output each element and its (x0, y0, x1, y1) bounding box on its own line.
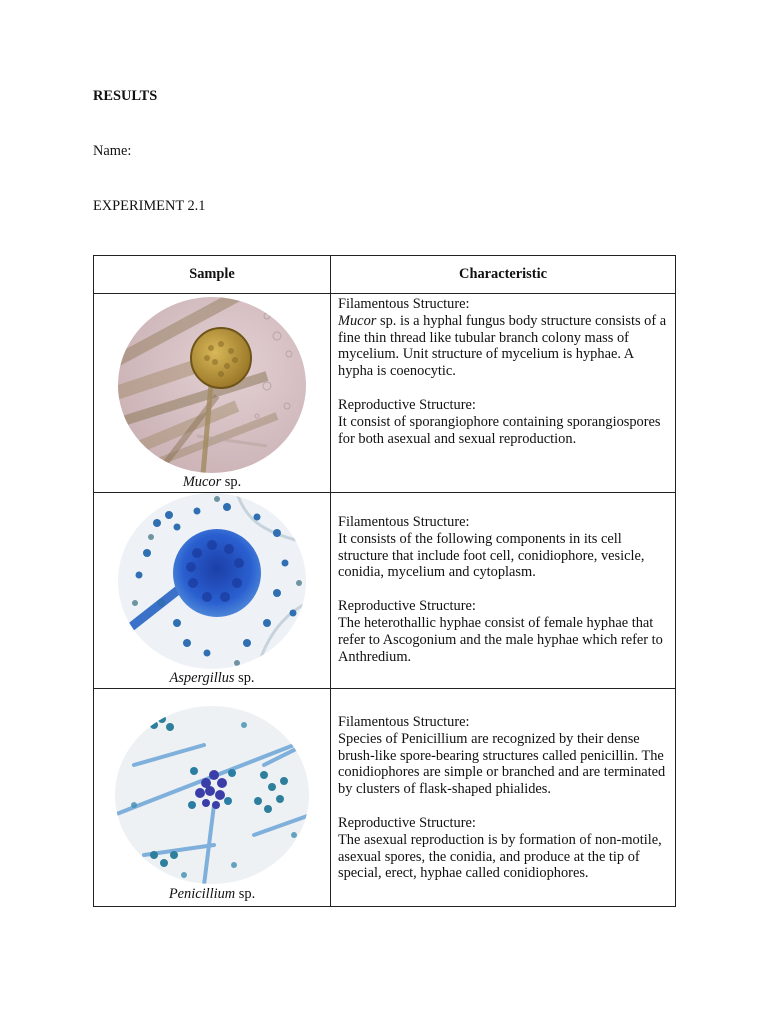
mucor-micrograph-image (117, 296, 307, 474)
results-heading: RESULTS (93, 88, 158, 104)
reproductive-text: The heterothallic hyphae consist of female hyphae that refer to Ascogonium and the male hyphae which refer to Anthredium. (338, 614, 663, 665)
caption-genus: Mucor (182, 474, 222, 490)
filamentous-text: It consists of the following components in its cell structure that include foot cell, conidiophore, vesicle, conidia, mycelium and cytoplasm. (338, 530, 645, 581)
filamentous-text: Species of Penicillium are recognized by their dense brush-like spore-bearing structures called penicillin. The conidiophores are simple or branched and are terminated by clusters of flask-shaped phialides. (338, 730, 666, 798)
reproductive-text: The asexual reproduction is by formation of non-motile, asexual spores, the conidia, and produce at the tip of special, erect, hyphae called conidiophores. (338, 831, 662, 882)
filamentous-label: Filamentous Structure: (338, 714, 470, 730)
experiment-label: EXPERIMENT 2.1 (93, 198, 206, 214)
sample-cell-mucor (94, 294, 331, 493)
filamentous-body: sp. is a hyphal fungus body structure consists of a fine thin thread like tubular branch colony mass of mycelium. Unit structure of mycelium is hyphae. A hypha is coenocytic. (338, 312, 667, 380)
table-row-penicillium (94, 689, 676, 907)
reproductive-text: It consist of sporangiophore containing sporangiospores for both asexual and sexual reproduction. (338, 413, 661, 447)
caption-penicillium (94, 885, 330, 904)
sample-cell-penicillium (94, 689, 331, 907)
name-label: Name: (93, 143, 132, 159)
characteristic-cell-aspergillus (331, 493, 676, 689)
caption-genus: Penicillium (168, 886, 236, 902)
caption-suffix: sp. (221, 474, 242, 490)
filamentous-label: Filamentous Structure: (338, 514, 470, 530)
reproductive-label: Reproductive Structure: (338, 598, 476, 615)
characteristic-cell-mucor (331, 294, 676, 493)
reproductive-label: Reproductive Structure: (338, 396, 476, 413)
sample-cell-aspergillus (94, 493, 331, 689)
reproductive-label: Reproductive Structure: (338, 814, 476, 831)
filamentous-label: Filamentous Structure: (338, 296, 470, 312)
caption-aspergillus (94, 670, 330, 688)
filamentous-genus: Mucor (338, 312, 377, 329)
results-table (93, 255, 676, 907)
table-row-mucor (94, 294, 676, 493)
table-header-row (94, 256, 676, 294)
caption-suffix: sp. (235, 886, 256, 902)
aspergillus-micrograph-image (117, 493, 307, 670)
penicillium-micrograph-image (114, 705, 310, 885)
caption-genus: Aspergillus (169, 670, 235, 686)
header-sample: Sample (94, 256, 331, 294)
caption-mucor (94, 474, 330, 492)
caption-suffix: sp. (234, 670, 255, 686)
table-row-aspergillus (94, 493, 676, 689)
filamentous-text (338, 313, 667, 380)
characteristic-cell-penicillium (331, 689, 676, 907)
header-characteristic: Characteristic (331, 256, 676, 294)
